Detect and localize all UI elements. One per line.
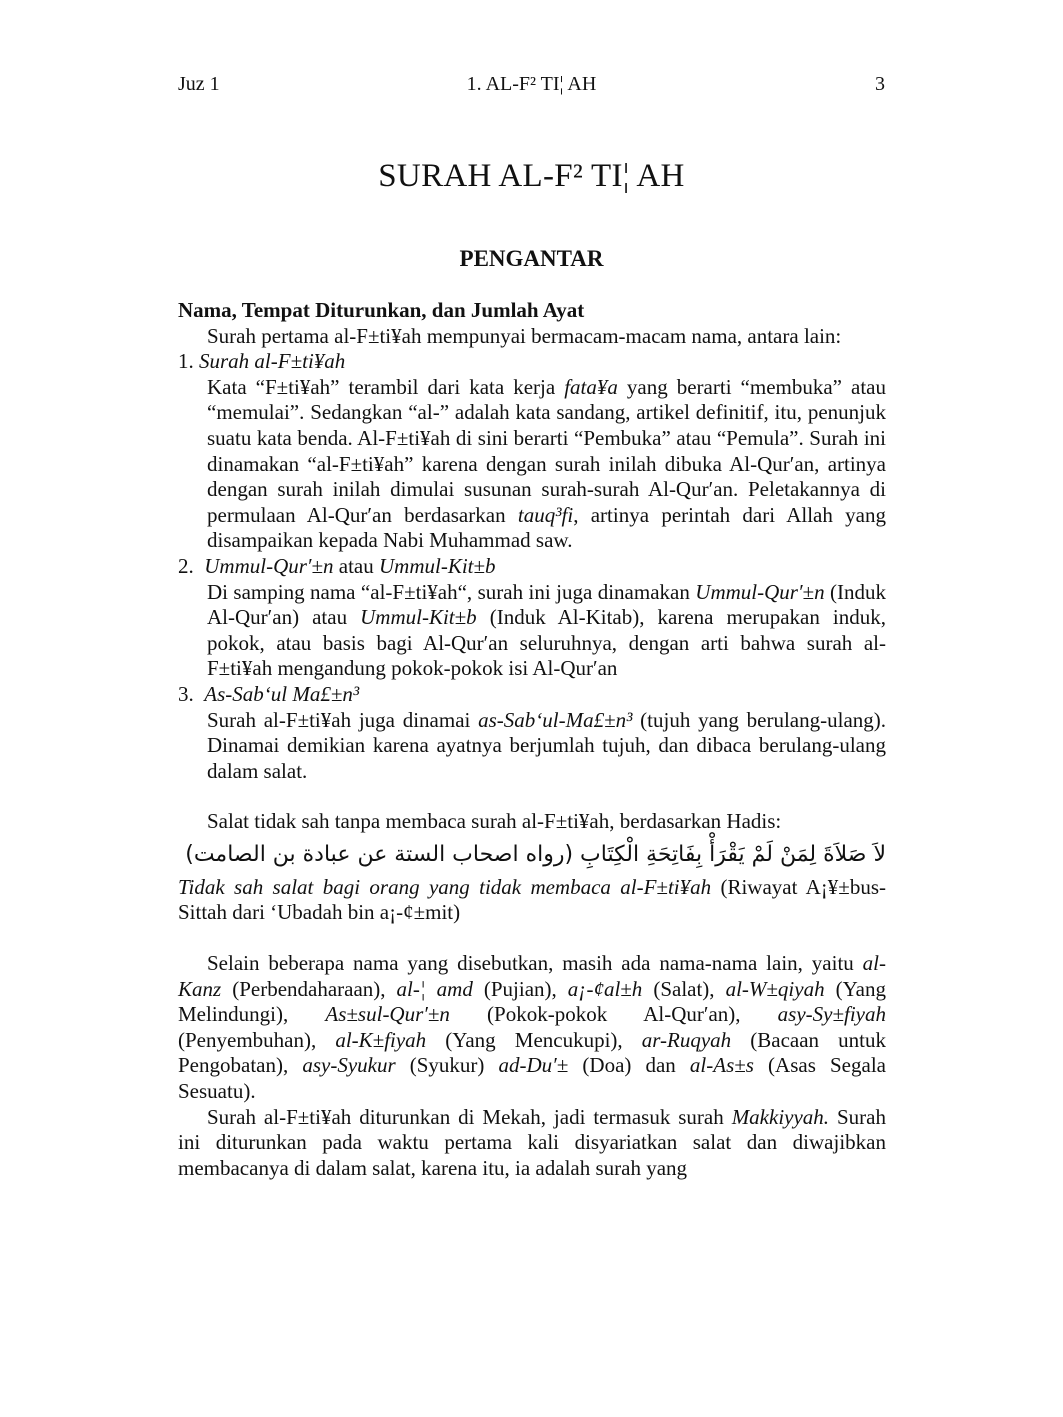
text-run: , artinya perintah dari Allah yang disampaikan kepada Nabi Muhammad saw.	[207, 502, 886, 553]
list-item-number: 2.	[178, 553, 194, 578]
list-item	[178, 554, 886, 682]
italic-term: Ummul-Kit±b	[360, 605, 477, 630]
list-item-name	[204, 554, 495, 578]
italic-term: ad-Du′±	[498, 1053, 569, 1078]
italic-term: fata¥a	[564, 374, 618, 399]
text-run: (Penyembuhan),	[178, 1027, 336, 1052]
italic-term: asy-Syukur	[302, 1053, 396, 1078]
text-run: (Yang Mencukupi),	[426, 1027, 642, 1052]
italic-term: al-¦ amd	[396, 976, 473, 1001]
hadith-source: (Riwayat A¡¥±bus-Sittah dari ‘Ubadah bin a¡-¢±mit)	[178, 874, 886, 925]
text-run: Surah ini diturunkan pada waktu pertama kali disyariatkan salat dan diwajibkan membacanya di dalam salat, karena itu, ia adalah surah yang	[178, 1104, 886, 1180]
list-item	[178, 349, 886, 554]
intro-paragraph: Surah pertama al-F±ti¥ah mempunyai bermacam-macam nama, antara lain:	[207, 323, 842, 348]
italic-term: as-Sab‘ul-Ma£±n³	[478, 707, 633, 732]
italic-term: a¡-¢al±h	[567, 976, 643, 1001]
text-run: (Pokok-pokok Al-Qur′an),	[449, 1002, 778, 1027]
page-title: SURAH AL-F² TI¦ AH	[378, 158, 685, 194]
list-item-number: 3.	[178, 681, 194, 706]
page-number: 3	[875, 73, 885, 95]
list-item-title	[178, 349, 886, 375]
text-run: atau	[333, 553, 380, 578]
italic-term: al-K±fiyah	[335, 1027, 427, 1052]
other-names-paragraph	[178, 951, 886, 1105]
list-item-name: Surah al-F±ti¥ah	[199, 349, 346, 374]
paragraph-gap	[178, 784, 886, 809]
paragraph-gap	[178, 926, 886, 951]
italic-term: al-W±qiyah	[725, 976, 825, 1001]
italic-term: Makkiyyah.	[731, 1104, 830, 1129]
list-item-title	[178, 682, 886, 708]
text-run: (Bacaan untuk Pengobatan),	[178, 1027, 886, 1078]
text-run: (Perbendaharaan),	[221, 976, 397, 1001]
subsection-heading: Nama, Tempat Diturunkan, dan Jumlah Ayat	[178, 298, 585, 322]
text-run: (Induk Al-Qur′an) atau	[207, 579, 886, 630]
text-run: (Syukur)	[395, 1053, 499, 1078]
text-run: Surah al-F±ti¥ah juga dinamai	[207, 707, 479, 732]
list-item	[178, 682, 886, 784]
list-item-number: 1.	[178, 349, 194, 374]
italic-term: tauq³fi	[517, 502, 574, 527]
text-run: (Induk Al-Kitab), karena merupakan induk, pokok, atau basis bagi Al-Qur′an seluruhnya, dengan arti bahwa surah al-F±ti¥ah mengandung pokok-pokok isi Al-Qur′an	[207, 605, 886, 681]
list-item-body	[207, 708, 886, 785]
italic-term: Ummul-Qur′±n	[204, 553, 334, 578]
text-run: (Pujian),	[472, 976, 568, 1001]
text-run: Kata “F±ti¥ah” terambil dari kata kerja	[207, 374, 565, 399]
section-title: PENGANTAR	[459, 246, 604, 271]
list-item-title	[178, 554, 886, 580]
list-item-name: As-Sab‘ul Ma£±n³	[204, 681, 360, 706]
text-run: (Yang Melindungi),	[178, 976, 886, 1027]
text-run: (tujuh yang berulang-ulang). Dinamai demikian karena ayatnya berjumlah tujuh, dan dibaca berulang-ulang dalam salat.	[207, 707, 887, 783]
running-header-chapter: 1. AL-F² TI¦ AH	[466, 73, 597, 95]
italic-term: al-As±s	[689, 1053, 754, 1078]
text-run: (Asas Segala Sesuatu).	[178, 1053, 886, 1104]
list-item-body	[207, 580, 886, 682]
italic-term: asy-Sy±fiyah	[777, 1002, 886, 1027]
text-run: yang berarti “membuka” atau “memulai”. Sedangkan “al-” adalah kata sandang, artikel definitif, itu, penunjuk suatu kata benda. Al-F±ti¥ah di sini berarti “Pembuka” atau “Pemula”. Surah ini dinamakan “al-F±ti¥ah” karena dengan surah inilah dibuka Al-Qur′an, artinya dengan surah inilah dimulai susunan surah-surah Al-Qur′an. Peletakannya di permulaan Al-Qur′an berdasarkan	[207, 374, 886, 527]
revelation-paragraph	[178, 1105, 886, 1182]
italic-term: Ummul-Kit±b	[379, 553, 496, 578]
text-run: Surah al-F±ti¥ah diturunkan di Mekah, jadi termasuk surah	[207, 1104, 732, 1129]
running-header-juz: Juz 1	[178, 73, 220, 95]
text-run: (Salat),	[642, 976, 726, 1001]
italic-term: al-Kanz	[178, 951, 886, 1001]
text-run: Di samping nama “al-F±ti¥ah“, surah ini juga dinamakan	[207, 579, 696, 604]
text-run: Selain beberapa nama yang disebutkan, masih ada nama-nama lain, yaitu	[207, 951, 863, 976]
italic-term: As±sul-Qur′±n	[325, 1002, 450, 1027]
hadith-arabic-text: لاَ صَلاَةَ لِمَنْ لَمْ يَقْرَأْ بِفَاتِحَةِ الْكِتَابِ (رواه اصحاب الستة عن عبادة بن الصامت)	[185, 841, 886, 867]
text-run: (Doa) dan	[568, 1053, 690, 1078]
italic-term: Ummul-Qur′±n	[695, 579, 825, 604]
list-item-body	[207, 375, 886, 554]
hadith-translation	[178, 875, 886, 926]
italic-term: ar-Ruqyah	[641, 1027, 732, 1052]
hadith-intro: Salat tidak sah tanpa membaca surah al-F±ti¥ah, berdasarkan Hadis:	[207, 809, 782, 834]
body-text	[178, 298, 886, 1181]
hadith-translation-italic: Tidak sah salat bagi orang yang tidak membaca al-F±ti¥ah	[178, 874, 712, 899]
